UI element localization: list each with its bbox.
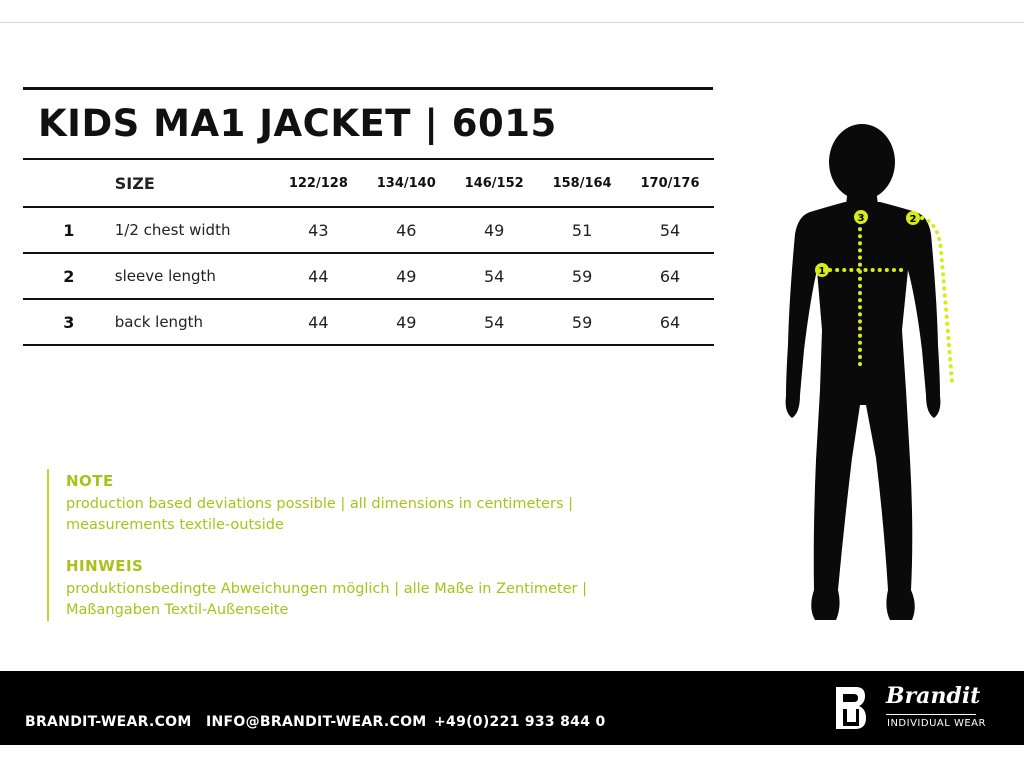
row-number: 2 <box>63 266 75 286</box>
marker-1-label: 1 <box>818 266 826 277</box>
note-heading: NOTE <box>66 472 114 490</box>
size-column-header: 170/176 <box>640 175 700 191</box>
row-number: 3 <box>63 312 75 332</box>
page-title: KIDS MA1 JACKET | 6015 <box>38 102 557 145</box>
measurement-figure <box>770 118 970 630</box>
table-cell: 54 <box>483 312 505 332</box>
table-cell: 59 <box>571 312 593 332</box>
row-label: 1/2 chest width <box>114 221 231 239</box>
table-row <box>23 299 714 345</box>
footer-bottom-space <box>0 745 1024 768</box>
table-cell: 46 <box>396 220 417 240</box>
brand-divider <box>886 714 976 715</box>
table-cell: 49 <box>396 266 417 286</box>
table-cell: 44 <box>308 266 329 286</box>
table-header-row <box>23 159 714 207</box>
hinweis-line: produktionsbedingte Abweichungen möglich | alle Maße in Zentimeter | <box>66 581 587 597</box>
note-accent-bar <box>47 469 49 621</box>
size-column-header: 146/152 <box>464 175 524 191</box>
marker-3-label: 3 <box>857 213 865 224</box>
table-cell: 64 <box>659 266 681 286</box>
footer-phone-link[interactable]: +49(0)221 933 844 0 <box>434 714 606 730</box>
title-rule <box>23 87 713 90</box>
size-column-header: 158/164 <box>552 175 612 191</box>
table-cell: 54 <box>659 220 681 240</box>
marker-2-label: 2 <box>909 214 917 225</box>
note-line: production based deviations possible | all dimensions in centimeters | <box>66 496 573 512</box>
table-cell: 54 <box>483 266 505 286</box>
hinweis-block <box>66 557 587 621</box>
table-row <box>23 207 714 253</box>
child-silhouette <box>786 124 941 620</box>
table-cell: 43 <box>308 220 329 240</box>
note-block <box>66 472 573 536</box>
size-chart-table <box>23 158 714 346</box>
table-cell: 51 <box>571 220 593 240</box>
hinweis-heading: HINWEIS <box>66 557 144 575</box>
brand-tagline: INDIVIDUAL WEAR <box>887 718 986 729</box>
table-cell: 64 <box>659 312 681 332</box>
table-cell: 49 <box>483 220 505 240</box>
note-line: measurements textile-outside <box>66 517 284 533</box>
table-cell: 44 <box>308 312 329 332</box>
footer-email-link[interactable]: INFO@BRANDIT-WEAR.COM <box>206 714 427 730</box>
size-column-header: 134/140 <box>376 175 436 191</box>
row-label: sleeve length <box>114 267 216 285</box>
row-number: 1 <box>63 220 75 240</box>
table-cell: 59 <box>571 266 593 286</box>
header-empty-cell <box>23 159 115 207</box>
size-header: SIZE <box>114 173 155 193</box>
brandit-logo-icon <box>834 685 868 731</box>
row-label: back length <box>114 313 203 331</box>
table-row <box>23 253 714 299</box>
top-divider <box>0 22 1024 23</box>
table-cell: 49 <box>396 312 417 332</box>
size-column-header: 122/128 <box>288 175 348 191</box>
footer-website-link[interactable]: BRANDIT-WEAR.COM <box>25 714 192 730</box>
hinweis-line: Maßangaben Textil-Außenseite <box>66 602 289 618</box>
brand-name: Brandit <box>886 683 981 709</box>
footer-bar <box>0 671 1024 745</box>
